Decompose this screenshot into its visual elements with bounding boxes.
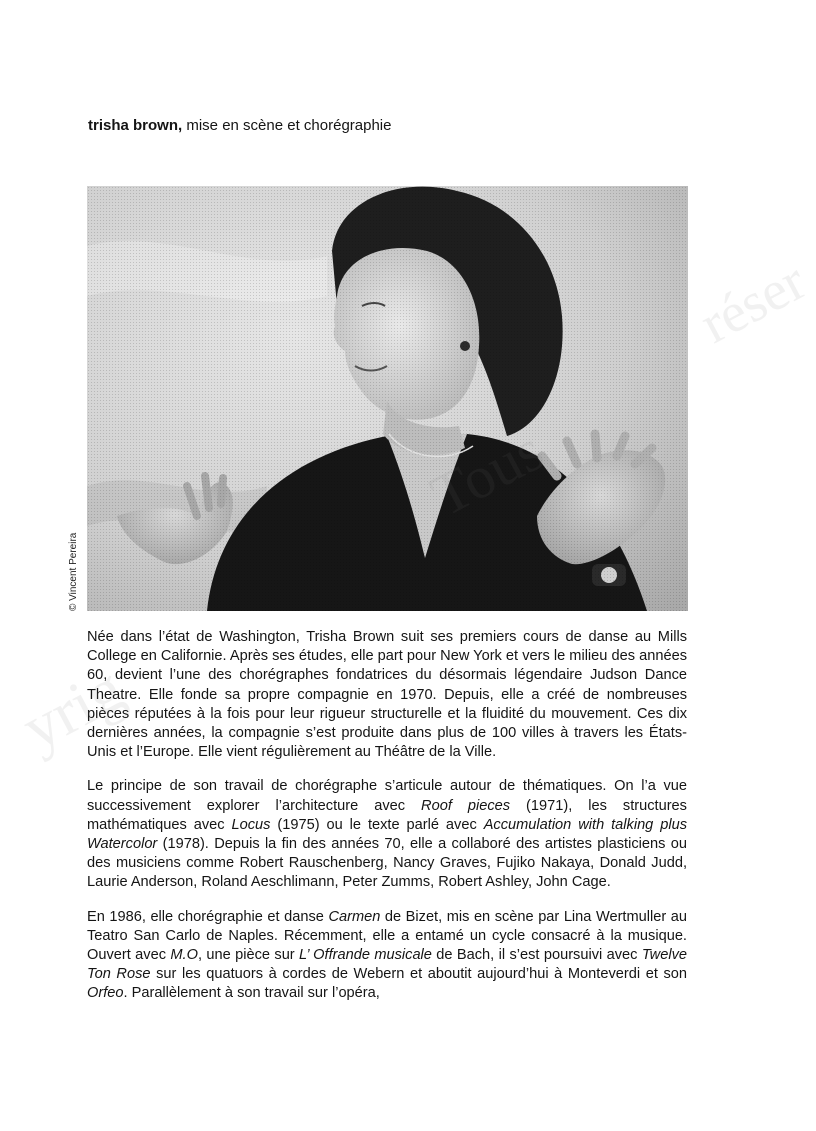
work-title: Twelve Ton Rose xyxy=(87,947,687,983)
watermark-fragment: réser xyxy=(690,249,816,356)
paragraph xyxy=(87,628,687,762)
text-run: Le principe de son travail de chorégraphe s’articule autour de thématiques. On l’a vue successivement explorer l’architecture avec xyxy=(87,778,687,814)
work-title: Locus xyxy=(231,816,271,833)
text-run: , une pièce sur xyxy=(197,947,300,964)
text-run: (1975) ou le texte parlé avec xyxy=(270,816,484,833)
photo-credit: © Vincent Pereira xyxy=(68,532,79,611)
work-title: L’ Offrande musicale xyxy=(299,947,432,964)
work-title: Orfeo xyxy=(87,985,124,1002)
page-heading xyxy=(88,116,391,136)
biography-text xyxy=(87,628,687,1019)
choreographer-name: trisha brown, xyxy=(88,117,183,134)
paragraph xyxy=(87,908,687,1004)
text-run: . Parallèlement à son travail sur l’opéra, xyxy=(123,985,380,1002)
work-title: Carmen xyxy=(328,908,381,925)
portrait-photo xyxy=(87,186,688,611)
text-run: (1971), les structures mathématiques avec xyxy=(87,797,687,833)
choreographer-role: mise en scène et chorégraphie xyxy=(182,117,392,134)
text-run: Née dans l’état de Washington, Trisha Brown suit ses premiers cours de danse au Mills College en Californie. Après ses études, elle part pour New York et vers le milieu des années 60, devient l’une des chorégraphes fondatrices du désormais légendaire Judson Dance Theatre. Elle fonde sa propre compagnie en 1970. Depuis, elle a créé de nombreuses pièces réputées à la fois pour leur rigueur structurelle et la fluidité du mouvement. Ces dix dernières années, la compagnie s’est produite dans plus de 100 villes à travers les États-Unis et l’Europe. Elle vient régulièrement au Théâtre de la Ville. xyxy=(87,629,687,761)
work-title: Accumulation with talking plus Watercolor xyxy=(87,816,688,853)
text-run: de Bach, il s’est poursuivi avec xyxy=(431,947,642,964)
paragraph xyxy=(87,777,687,892)
text-run: sur les quatuors à cordes de Webern et aboutit aujourd’hui à Monteverdi et son xyxy=(150,966,687,983)
watermark-fragment: yrig xyxy=(10,652,135,764)
text-run: (1978). Depuis la fin des années 70, elle a collaboré des artistes plasticiens ou des musiciens comme Robert Rauschenberg, Nancy Graves, Fujiko Nakaya, Donald Judd, Laurie Anderson, Roland Aeschlimann, Peter Zumms, Robert Ashley, John Cage. xyxy=(87,836,687,891)
text-run: de Bizet, mis en scène par Lina Wertmuller au Teatro San Carlo de Naples. Récemment, elle a entamé un cycle consacré à la musique. Ouvert avec xyxy=(87,908,687,964)
work-title: Roof pieces xyxy=(421,797,511,814)
work-title: M.O xyxy=(170,947,198,964)
text-run: En 1986, elle chorégraphie et danse xyxy=(87,908,329,925)
